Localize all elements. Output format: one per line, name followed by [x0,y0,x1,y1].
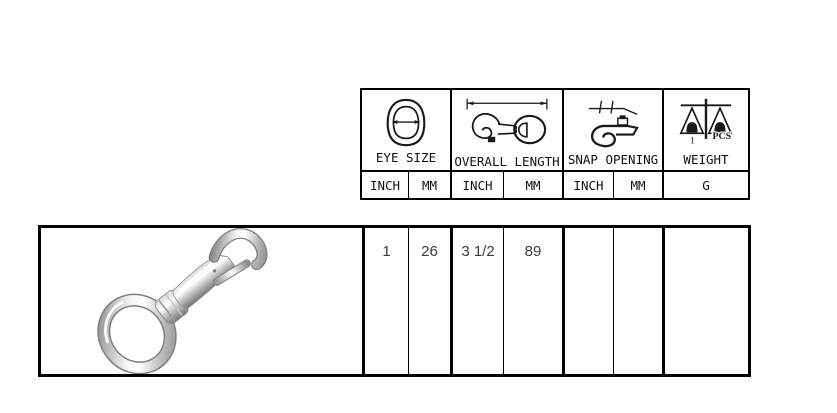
spec-data-table [38,225,751,377]
unit-cell-eye-inch: INCH [362,170,408,198]
unit-cell-oal-inch: INCH [450,170,503,198]
unit-cell-eye-mm: MM [408,170,450,198]
unit-cell-snap-inch: INCH [562,170,613,198]
value-eye-size-mm: 26 [408,228,450,374]
eye-size-icon [383,96,429,150]
weight-scale-icon [674,96,738,152]
value-weight-g [662,228,748,374]
header-group-eye-size [362,90,450,170]
unit-cell-snap-mm: MM [613,170,662,198]
header-group-overall-length [450,90,562,170]
weight-count-label: 1 [690,136,695,147]
value-overall-length-mm: 89 [503,228,562,374]
unit-cell-weight-g: G [662,170,748,198]
header-label-snap-opening: SNAP OPENING [567,152,659,167]
weight-pcs-label: PCS [712,130,732,142]
product-image-cell [41,228,362,374]
unit-cell-oal-mm: MM [503,170,562,198]
header-label-weight: WEIGHT [683,152,729,167]
spec-header-table [360,88,750,200]
value-eye-size-inch: 1 [362,228,408,374]
snap-opening-icon [582,96,644,152]
header-group-snap-opening [562,90,662,170]
value-overall-length-inch: 3 1/2 [450,228,503,374]
overall-length-icon [459,96,555,154]
header-label-overall-length: OVERALL LENGTH [454,154,560,169]
header-group-weight [662,90,748,170]
swivel-eye-bolt-snap-photo [41,228,362,374]
header-label-eye-size: EYE SIZE [375,150,437,165]
value-snap-opening-mm [613,228,662,374]
value-snap-opening-inch [562,228,613,374]
